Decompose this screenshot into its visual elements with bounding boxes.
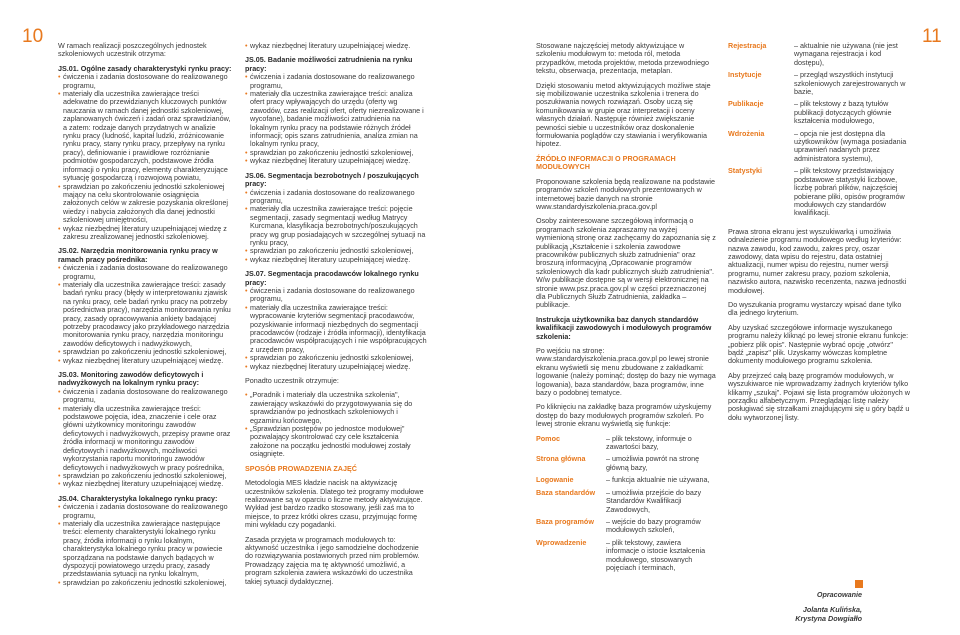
bullet: • sprawdzian po zakończeniu jednostki szkoleniowej, — [245, 149, 428, 157]
signature-label: Opracowanie — [816, 590, 862, 599]
paragraph: Proponowane szkolenia będą realizowane na podstawie programów szkoleń modułowych prezentowanych w internetowej bazie danych na stronie www.standardyiszkolenia.praca.gov.pl — [536, 176, 716, 211]
section-title-js05: JS.05. Badanie możliwości zatrudnienia na rynku pracy: — [245, 55, 413, 73]
bullet: • materiały dla uczestnika zawierające treści: podstawowe pojęcia, idea, znaczenie i cele oraz główni użytkownicy monitoringu zawodów deficytowych i nadwyżkowych, przepisy prawne oraz źródła informacji w monitoringu zawodów deficytowych i nadwyżkowych, możliwości wykorzystania raportu monitoringu zawodów deficytowych i nadwyżkowych w pracy pośrednika, — [58, 405, 235, 472]
definition-text: – plik tekstowy z bazą tytułów publikacji dotyczących głównie kształcenia modułowego, — [794, 99, 892, 126]
definition-row — [728, 167, 910, 217]
definition-text: – plik tekstowy, informuje o zawartości bazy, — [606, 433, 692, 452]
definition-text: – umożliwia powrót na stronę główną bazy, — [606, 454, 700, 472]
definition-row — [536, 489, 716, 514]
bullet: • ćwiczenia i zadania dostosowane do realizowanego programu, — [58, 503, 235, 520]
bullet: • sprawdzian po zakończeniu jednostki szkoleniowej, — [245, 247, 428, 255]
bullet: • wykaz niezbędnej literatury uzupełniającej wiedzę. — [58, 357, 235, 365]
definition-term: Instytucje — [728, 70, 762, 80]
column-3 — [536, 42, 716, 576]
definition-term: Rejestracja — [728, 41, 767, 50]
bullet: • sprawdzian po zakończeniu jednostki szkoleniowej, — [58, 472, 235, 480]
section-title-js01: JS.01. Ogólne zasady charakterystyki rynku pracy: — [58, 63, 232, 73]
bullet: • ćwiczenia i zadania dostosowane do realizowanego programu, — [245, 287, 428, 304]
bullet: • wykaz niezbędnej literatury uzupełniającej wiedzę. — [245, 157, 428, 165]
signature-block — [795, 590, 862, 623]
definition-text: – przegląd wszystkich instytucji szkoleniowych zarejestrowanych w bazie, — [794, 70, 906, 97]
bullet: • „Sprawdzian postępów po jednostce modułowej" pozwalający skontrolować czy cele kształcenia założone na początku jednostki modułowej zostały osiągnięte. — [245, 425, 428, 459]
signature-name: Krystyna Dowgiałło — [795, 614, 862, 623]
paragraph: Aby przejrzeć całą bazę programów modułowych, w wyszukiwarce nie wprowadzamy żadnych kryteriów tylko klikamy „szukaj". Pojawi się lista programów ułożonych w porządku alfabetycznym. Przeglądając listę należy posługiwać się strzałkami znajdującymi się u góry bądź u dołu wytworzonej listy. — [728, 370, 910, 422]
definition-term: Wdrożenia — [728, 128, 765, 138]
bullet: • ćwiczenia i zadania dostosowane do realizowanego programu, — [58, 264, 235, 281]
definition-text: – plik tekstowy przedstawiający podstawowe statystyki liczbowe, liczbę pobrań plików, najczęściej pobierane pliki, opisów programów modułowych czy standardów kwalifikacji. — [794, 166, 905, 218]
definition-term: Statystyki — [728, 166, 762, 176]
definition-text: – plik tekstowy, zawiera informacje o istocie kształcenia modułowego, stosowanych pojęciach i terminach, — [606, 537, 706, 572]
bullet: • materiały dla uczestnika zawierające treści: wypracowanie kryteriów segmentacji pracodawców, pozyskiwanie informacji niezbędnych do segmentacji pracodawców (rodzaje i źródła informacji), identyfikacja pracodawców współpracujących i nie współpracujących z urzędem pracy, — [245, 304, 428, 354]
instruction-heading: Instrukcja użytkownika baz danych standardów kwalifikacji zawodowych i modułowych programów szkolenia: — [536, 314, 712, 341]
definition-row — [536, 435, 716, 452]
paragraph: Aby uzyskać szczegółowe informacje wyszukanego programu należy kliknąć po lewej stronie ekranu funkcje: „pobierz plik opis". Następnie wybrać opcję „otwórz" bądź „zapisz" plik. Uzyskamy wówczas kompletne dokumenty modułowego programu szkolenia. — [728, 322, 909, 366]
paragraph: Po kliknięciu na zakładkę baza programów użyskujemy dostęp do bazy modułowych programów szkoleń. Po lewej stronie ekranu wyświetlą się funkcje: — [536, 402, 712, 429]
bullet: • materiały dla uczestnika zawierające treści: analiza ofert pracy wpływających do urzędu (oferty wg zawodów, czas realizacji ofert, oferty niezrealizowane i wycofane), badanie możliwości zatrudnienia na lokalnym rynku pracy na podstawie różnych źródeł informacji; opis szans zatrudnienia, analiza zmian na lokalnym rynku pracy, — [245, 90, 428, 149]
bullet: • materiały dla uczestnika zawierające treści adekwatne do przewidzianych kluczowych punktów nauczania w ramach danej jednostki szkoleniowej, zaplanowanych ćwiczeń i zadań oraz sprawdzianów, a zatem: rodzaje danych przydatnych w analizie rynku pracy (ludność, kapitał ludzki, zróżnicowanie rynku pracy, stany rynku pracy, przepływy na rynku pracy), definiowanie i prawidłowe rozróżnianie podmiotów gospodarczych, podstawowe źródła informacji o rynku pracy, elementy charakteryzujące sytuację gospodarczą i rozwojową powiatu, — [58, 90, 235, 182]
definition-row — [728, 42, 910, 67]
methods-paragraph-2: Zasada przyjęta w programach modułowych to: aktywność uczestnika i jego samodzielne dochodzenie do rozwiązywania postawionych przed nim problemów. Prowadzący zajęcia ma tę aktywność umożliwić, a program szkolenia zawiera wskazówki do uczestnika takiej sytuacji dydaktycznej. — [245, 534, 420, 586]
definition-row — [728, 71, 910, 96]
bullet: • ćwiczenia i zadania dostosowane do realizowanego programu, — [58, 388, 235, 405]
definition-term: Baza programów — [536, 516, 594, 526]
definition-row — [728, 100, 910, 125]
section-title-js04: JS.04. Charakterystyka lokalnego rynku pracy: — [58, 493, 218, 503]
bullet: • sprawdzian po zakończeniu jednostki szkoleniowej, — [58, 348, 235, 356]
definition-row — [536, 539, 716, 573]
definition-row — [728, 130, 910, 164]
bullet: • ćwiczenia i zadania dostosowane do realizowanego programu, — [245, 73, 428, 90]
paragraph: Osoby zainteresowane szczegółową informacją o programach szkolenia zapraszamy na wyżej wymienioną stronę oraz zachęcamy do zapoznania się z publikacją „Kształcenie i szkolenia zawodowe pracowników publicznych służb zatrudnienia" oraz broszurą informacyjną „Opracowanie programów szkoleniowych dla kadr publicznych służb zatrudnienia". W/w publikacje dostępne są w wersji elektronicznej na stronie www.psz.praca.gov.pl w części przeznaczonej dla Publicznych Służb Zatrudnienia, zakładka – publikacje. — [536, 216, 716, 310]
definition-text: – wejście do bazy programów modułowych szkoleń, — [606, 516, 701, 535]
section-title-js07: JS.07. Segmentacja pracodawców lokalnego rynku pracy: — [245, 269, 419, 287]
page-number-right: 11 — [922, 26, 942, 47]
also-receives-text: Ponadto uczestnik otrzymuje: — [245, 376, 339, 386]
signature-name: Jolanta Kulińska, — [802, 605, 862, 614]
bullet: • wykaz niezbędnej literatury uzupełniającej wiedzę. — [245, 363, 428, 371]
definition-text: – umożliwia przejście do bazy Standardów Kwalifikacji Zawodowych, — [606, 487, 702, 514]
definition-row — [536, 518, 716, 535]
bullet: • „Poradnik i materiały dla uczestnika szkolenia", zawierający wskazówki do przygotowywania się do sprawdzianów po jednostkach szkoleniowych i egzaminu końcowego, — [245, 391, 428, 425]
definition-term: Wprowadzenie — [536, 537, 587, 547]
paragraph: Dzięki stosowaniu metod aktywizujących możliwe staje się mobilizowanie uczestnika szkolenia i trenera do poszukiwania nowych rozwiązań. Osoby uczą się komunikowania w grupie oraz interpretacji i oceny własnych działań. Następuje również zwiększanie pewności siebie u uczestników oraz doskonalenie formułowania poglądów czy stawiania i weryfikowania hipotez. — [536, 80, 711, 149]
paragraph: Po wejściu na stronę: www.standardyiszkolenia.praca.gov.pl po lewej stronie ekranu wyświetli się menu zbudowane z zakładkami: logowanie (należy pominąć; dostęp do bazy nie wymaga logowania), baza standardów, baza programów, inne bazy o podobnej tematyce. — [536, 346, 716, 398]
methods-paragraph-1: Metodologia MES kładzie nacisk na aktywizację uczestników szkolenia. Dlatego też programy modułowe realizowane są w oparciu o liczne metody aktywizujące. Wykład jest bardzo rzadko stosowany, jeśli zaś ma to miejsce, to przez krótki okres czasu, przyjmując formę mini wykładu czy pogadanki. — [245, 478, 424, 530]
intro-text: W ramach realizacji poszczególnych jednostek szkoleniowych uczestnik otrzyma: — [58, 41, 207, 59]
bullet: • wykaz niezbędnej literatury uzupełniającej wiedzę. — [245, 42, 428, 50]
paragraph: Do wyszukania programu wystarczy wpisać dane tylko dla jednego kryterium. — [728, 299, 902, 318]
bullet: • wykaz niezbędnej literatury uzupełniającej wiedzę. — [58, 480, 235, 488]
definition-term: Baza standardów — [536, 487, 596, 497]
definition-term: Strona główna — [536, 454, 586, 464]
column-4 — [728, 42, 910, 422]
bullet: • wykaz niezbędnej literatury uzupełniającej wiedzę. — [245, 256, 428, 264]
orange-square-marker — [855, 580, 863, 588]
bullet: • materiały dla uczestnika zawierające następujące treści: elementy charakterystyki lokalnego rynku pracy, źródła informacji o rynku lokalnym, charakterystyka lokalnego rynku pracy w powiecie sporządzana na podstawie danych bądących w dyspozycji powiatowego urzędu pracy, zasady przedstawiania sytuacji na rynku lokalnym, — [58, 520, 235, 579]
section-title-js06: JS.06. Segmentacja bezrobotnych / poszukujących pracy: — [245, 170, 419, 189]
definition-row — [536, 476, 716, 484]
bullet: • wykaz niezbędnej literatury uzupełniającej wiedzę z zakresu zrealizowanej jednostki szkoleniowej. — [58, 225, 235, 242]
bullet: • materiały dla uczestnika zawierające treści: zasady badań rynku pracy (błędy w interpretowaniu zjawisk na rynku pracy, cele badań rynku pracy na potrzeby pośrednictwa pracy), narzędzia monitorowania rynku pracy, zasady opracowywania ankiety badającej potrzeby pracodawcy jako przykładowego narzędzia monitorowania rynku pracy, narzędzia monitoringu zawodów deficytowych i nadwyżkowych, — [58, 281, 235, 348]
section-title-js02: JS.02. Narzędzia monitorowania rynku pracy w ramach pracy pośrednika: — [58, 246, 218, 264]
source-heading: ŹRÓDŁO INFORMACJI O PROGRAMACH MODUŁOWYCH — [536, 153, 676, 172]
definition-text: – funkcja aktualnie nie używana, — [606, 475, 710, 485]
page-number-left: 10 — [22, 26, 44, 47]
section-title-js03: JS.03. Monitoring zawodów deficytowych i nadwyżkowych na lokalnym rynku pracy: — [58, 370, 204, 388]
definition-text: – aktualnie nie używana (nie jest wymagana rejestracja i kod dostępu), — [794, 41, 898, 67]
definition-row — [536, 455, 716, 472]
definition-term: Publikacje — [728, 99, 764, 109]
definition-term: Logowanie — [536, 475, 574, 485]
column-1 — [58, 42, 235, 587]
bullet: • sprawdzian po zakończeniu jednostki szkoleniowej mający na celu skontrolowanie osiągnięcia założonych celów w zakresie pozyskania określonej wiedzy i nabycia założonych dla danej jednostki szkoleniowej umiejętności, — [58, 183, 235, 225]
definition-text: – opcja nie jest dostępna dla użytkowników (wymaga posiadania uprawnień nadanych przez administratora systemu), — [794, 128, 907, 163]
paragraph: Prawa strona ekranu jest wyszukiwarką i umożliwia odnalezienie programu modułowego według kryteriów: nazwa zawodu, kod zawodu, zakres prcy, oszar zawodowy, data wpisu do rejestru, data ostatniej aktualizacji, numer wpisu do rejestru, numer wersji programu, numer zakresu pracy, poziom szkolenia, nazwisko autora, nazwisko recenzenta, nazwa jednostki modułowej. — [728, 226, 907, 295]
bullet: • sprawdzian po zakończeniu jednostki szkoleniowej, — [245, 354, 428, 362]
bullet: • materiały dla uczestnika zawierające treści: pojęcie segmentacji, zasady segmentacji według Matrycy Kurcmana, klasyfikacja bezrobotnych/poszukujących pracy wg grup posiadających w szczególnej sytuacji na rynku pracy, — [245, 205, 428, 247]
methods-heading: SPOSÓB PROWADZENIA ZAJĘĆ — [245, 463, 357, 473]
bullet: • sprawdzian po zakończeniu jednostki szkoleniowej, — [58, 579, 235, 587]
definition-term: Pomoc — [536, 433, 560, 443]
bullet: • ćwiczenia i zadania dostosowane do realizowanego programu, — [58, 73, 235, 90]
column-2 — [245, 42, 428, 586]
paragraph: Stosowane najczęściej metody aktywizujące w szkoleniu modułowym to: metoda ról, metoda przypadków, metoda projektów, metoda przewodniego tekstu, obserwacja, prezentacja, metaplan. — [536, 41, 710, 76]
bullet: • ćwiczenia i zadania dostosowane do realizowanego programu, — [245, 189, 428, 206]
